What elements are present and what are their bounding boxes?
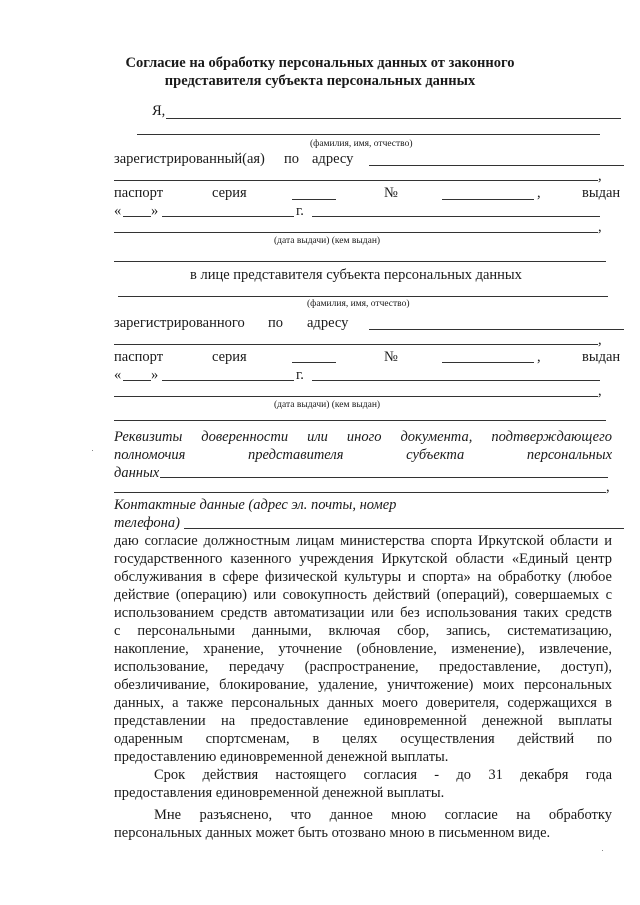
representative-address-field-2[interactable] [114, 344, 598, 345]
ya-label: Я, [152, 103, 166, 119]
consent-line: с персональными данными, включая сбор, запись, систематизацию, [114, 623, 612, 639]
requisites-line-1: Реквизиты доверенности или иного документа, подтверждающего [114, 429, 612, 445]
subject-date-open: « [114, 203, 122, 219]
consent-line: накопление, хранение, уточнение (обновление, изменение), извлечение, [114, 641, 612, 657]
consent-line: данных, а также персональных данных моего доверителя, содержащихся в [114, 695, 612, 711]
subject-issuer-comma: , [598, 219, 602, 235]
requisites-field-2[interactable] [114, 492, 606, 493]
subject-issuer-field[interactable] [312, 216, 600, 217]
representative-issuer-comma: , [598, 383, 602, 399]
requisites-line-2: полномочия представителя субъекта персональных [114, 447, 612, 463]
subject-fio-caption: (фамилия, имя, отчество) [310, 139, 413, 149]
consent-line: использование, передачу (распространение, предоставление, доступ), [114, 659, 612, 675]
consent-line: одаренным спортсменам, в целях осуществления действий по [114, 731, 612, 747]
representative-month-field[interactable] [162, 380, 294, 381]
representative-fio-caption: (фамилия, имя, отчество) [307, 299, 410, 309]
subject-fio-field[interactable] [166, 118, 621, 119]
representative-year-label: г. [296, 367, 304, 383]
contacts-line-1: Контактные данные (адрес эл. почты, номер [114, 497, 397, 513]
representative-address-field[interactable] [369, 329, 624, 330]
subject-issuer-field-2[interactable] [114, 232, 598, 233]
requisites-field[interactable] [160, 477, 608, 478]
representative-number-comma: , [537, 349, 541, 365]
representative-registered-label: зарегистрированного [114, 315, 245, 331]
representative-number-field[interactable] [442, 362, 534, 363]
contacts-line-2: телефона) [114, 515, 180, 531]
consent-line: государственного казенного учреждения Иркутской области «Единый центр [114, 551, 612, 567]
document-title-line-2: представителя субъекта персональных данных [164, 73, 476, 89]
consent-line: обслуживания в сфере физической культуры и спорта» на обработку (любое [114, 569, 612, 585]
contacts-field[interactable] [184, 528, 624, 529]
subject-number-label: № [384, 185, 398, 201]
representative-issued-label: выдан [582, 349, 621, 365]
representative-day-field[interactable] [123, 380, 151, 381]
representative-fio-field[interactable] [118, 296, 608, 297]
scan-speck [602, 850, 603, 851]
subject-month-field[interactable] [162, 216, 294, 217]
representative-issuer-field[interactable] [312, 380, 600, 381]
consent-line: обезличивание, блокирование, удаление, уничтожение) моих персональных [114, 677, 612, 693]
consent-line: предоставлению единовременной денежной выплаты. [114, 749, 449, 765]
subject-passport-label: паспорт [114, 185, 164, 201]
revoke-line-1: Мне разъяснено, что данное мною согласие на обработку [154, 807, 612, 823]
subject-address-field-2[interactable] [114, 180, 598, 181]
representative-series-field[interactable] [292, 362, 336, 363]
subject-fio-field-2[interactable] [137, 134, 600, 135]
subject-date-close: » [151, 203, 159, 219]
representative-issue-caption: (дата выдачи) (кем выдан) [274, 400, 381, 410]
subject-series-field[interactable] [292, 199, 336, 200]
requisites-comma: , [606, 479, 610, 495]
representative-po-label: по [268, 315, 284, 331]
subject-address-field[interactable] [369, 165, 624, 166]
subject-year-label: г. [296, 203, 304, 219]
subject-number-comma: , [537, 185, 541, 201]
scan-speck [92, 450, 93, 451]
subject-registered-label: зарегистрированный(ая) [114, 151, 265, 167]
representative-address-label: адресу [307, 315, 349, 331]
subject-po-label: по [284, 151, 300, 167]
term-line-1: Срок действия настоящего согласия - до 31 декабря года [154, 767, 612, 783]
representative-date-open: « [114, 367, 122, 383]
consent-line: представлении на предоставление единовременной денежной выплаты [114, 713, 612, 729]
representative-number-label: № [384, 349, 398, 365]
requisites-line-3: данных [114, 465, 160, 481]
consent-line: действие (операцию) или совокупность действий (операций), совершаемых с [114, 587, 612, 603]
consent-line: даю согласие должностным лицам министерства спорта Иркутской области и [114, 533, 612, 549]
subject-number-field[interactable] [442, 199, 534, 200]
term-line-2: предоставления единовременной денежной выплаты. [114, 785, 445, 801]
representative-extra-field[interactable] [114, 420, 606, 421]
subject-issued-label: выдан [582, 185, 621, 201]
subject-issue-caption: (дата выдачи) (кем выдан) [274, 236, 381, 246]
subject-extra-field[interactable] [114, 261, 606, 262]
representative-heading: в лице представителя субъекта персональных данных [190, 267, 522, 283]
representative-passport-label: паспорт [114, 349, 164, 365]
representative-series-label: серия [212, 349, 247, 365]
document-title-line-1: Согласие на обработку персональных данных от законного [125, 55, 515, 71]
representative-date-close: » [151, 367, 159, 383]
revoke-line-2: персональных данных может быть отозвано мною в письменном виде. [114, 825, 551, 841]
consent-line: использованием средств автоматизации или без использования таких средств [114, 605, 612, 621]
subject-address-label: адресу [312, 151, 354, 167]
subject-series-label: серия [212, 185, 247, 201]
representative-issuer-field-2[interactable] [114, 396, 598, 397]
subject-day-field[interactable] [123, 216, 151, 217]
subject-address-comma: , [598, 168, 602, 184]
representative-address-comma: , [598, 332, 602, 348]
